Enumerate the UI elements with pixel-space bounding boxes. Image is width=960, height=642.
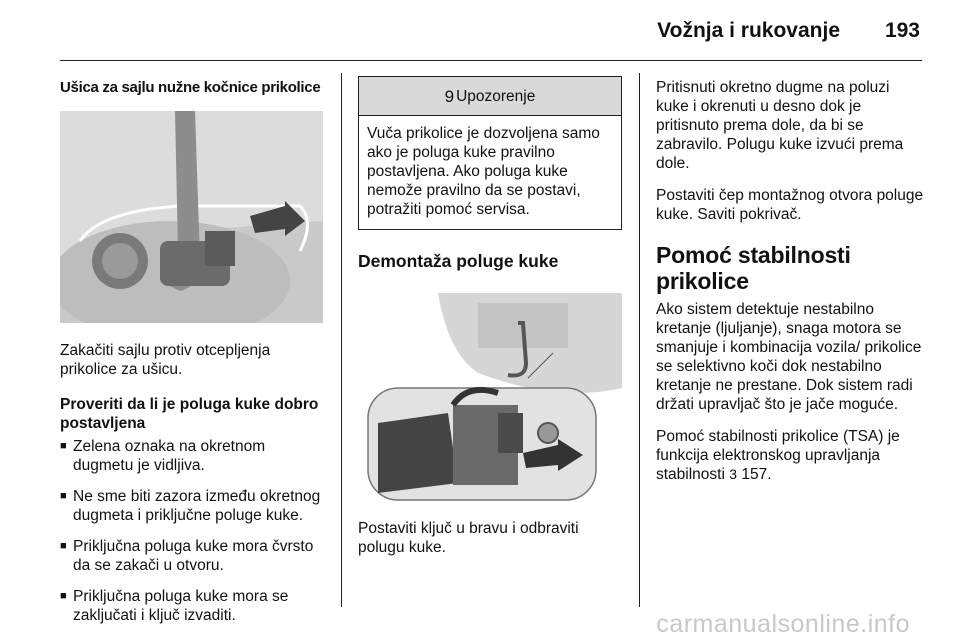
header-title: Vožnja i rukovanje xyxy=(657,19,840,42)
column-1 xyxy=(60,78,326,637)
caption-2: Postaviti ključ u bravu i odbraviti polugu kuke. xyxy=(358,520,579,556)
paragraph-1: Pritisnuti okretno dugme na poluzi kuke i okrenuti u desno dok je pritisnuto prema dole, da bi se zabravilo. Polugu kuke izvući prema dole. xyxy=(656,79,904,172)
paragraph-2: Postaviti čep montažnog otvora poluge kuke. Saviti pokrivač. xyxy=(656,187,924,223)
check-subheading: Proveriti da li je poluga kuke dobro postavljena xyxy=(60,396,319,432)
watermark: carmanualsonline.info xyxy=(656,610,910,638)
column-2 xyxy=(358,76,622,569)
page-number: 193 xyxy=(884,19,920,42)
figure-cable-eyelet xyxy=(60,111,323,323)
section-heading: Ušica za sajlu nužne kočnice prikolice xyxy=(60,79,321,96)
check-list xyxy=(60,437,326,625)
column-rule-2 xyxy=(639,73,640,607)
removal-heading: Demontaža poluge kuke xyxy=(358,251,559,271)
cable-eyelet-illustration xyxy=(60,111,323,323)
hook-removal-illustration xyxy=(358,293,622,503)
page-reference-icon: 3 xyxy=(729,466,738,482)
figure-hook-removal xyxy=(358,293,622,503)
header-rule xyxy=(60,60,922,61)
paragraph-3: Ako sistem detektuje nestabilno kretanje (ljuljanje), snaga motora se smanjuje i kombinacija vozila/ prikolice se selektivno koči dok nestabilno kretanje ne prestane. Dok sistem radi držati upravljač što je jače moguće. xyxy=(656,301,922,413)
list-item: ■ Priključna poluga kuke mora se zaključati i ključ izvaditi. xyxy=(60,587,326,625)
warning-box xyxy=(358,76,622,230)
list-item: ■ Ne sme biti zazora između okretnog dugmeta i priključne poluge kuke. xyxy=(60,487,326,525)
stability-heading: Pomoć stabilnosti prikolice xyxy=(656,242,851,294)
list-item: ■ Zelena oznaka na okretnom dugmetu je vidljiva. xyxy=(60,437,326,475)
paragraph-4-text: Pomoć stabilnosti prikolice (TSA) je funkcija elektronskog upravljanja stabilnosti xyxy=(656,428,900,483)
warning-text: Vuča prikolice je dozvoljena samo ako je poluga kuke pravilno postavljena. Ako poluga kuke nemože pravilno da se postavi, potražiti pomoć servisa. xyxy=(367,125,600,218)
paragraph-4 xyxy=(656,427,924,484)
column-rule-1 xyxy=(341,73,342,607)
warning-header xyxy=(359,77,621,116)
caption-1: Zakačiti sajlu protiv otcepljenja prikolice za ušicu. xyxy=(60,342,271,378)
list-item: ■ Priključna poluga kuke mora čvrsto da se zakači u otvoru. xyxy=(60,537,326,575)
column-3 xyxy=(656,78,924,496)
page-reference[interactable]: 157. xyxy=(741,466,772,483)
warning-title: Upozorenje xyxy=(456,87,536,105)
warning-icon: 9 xyxy=(444,86,455,106)
